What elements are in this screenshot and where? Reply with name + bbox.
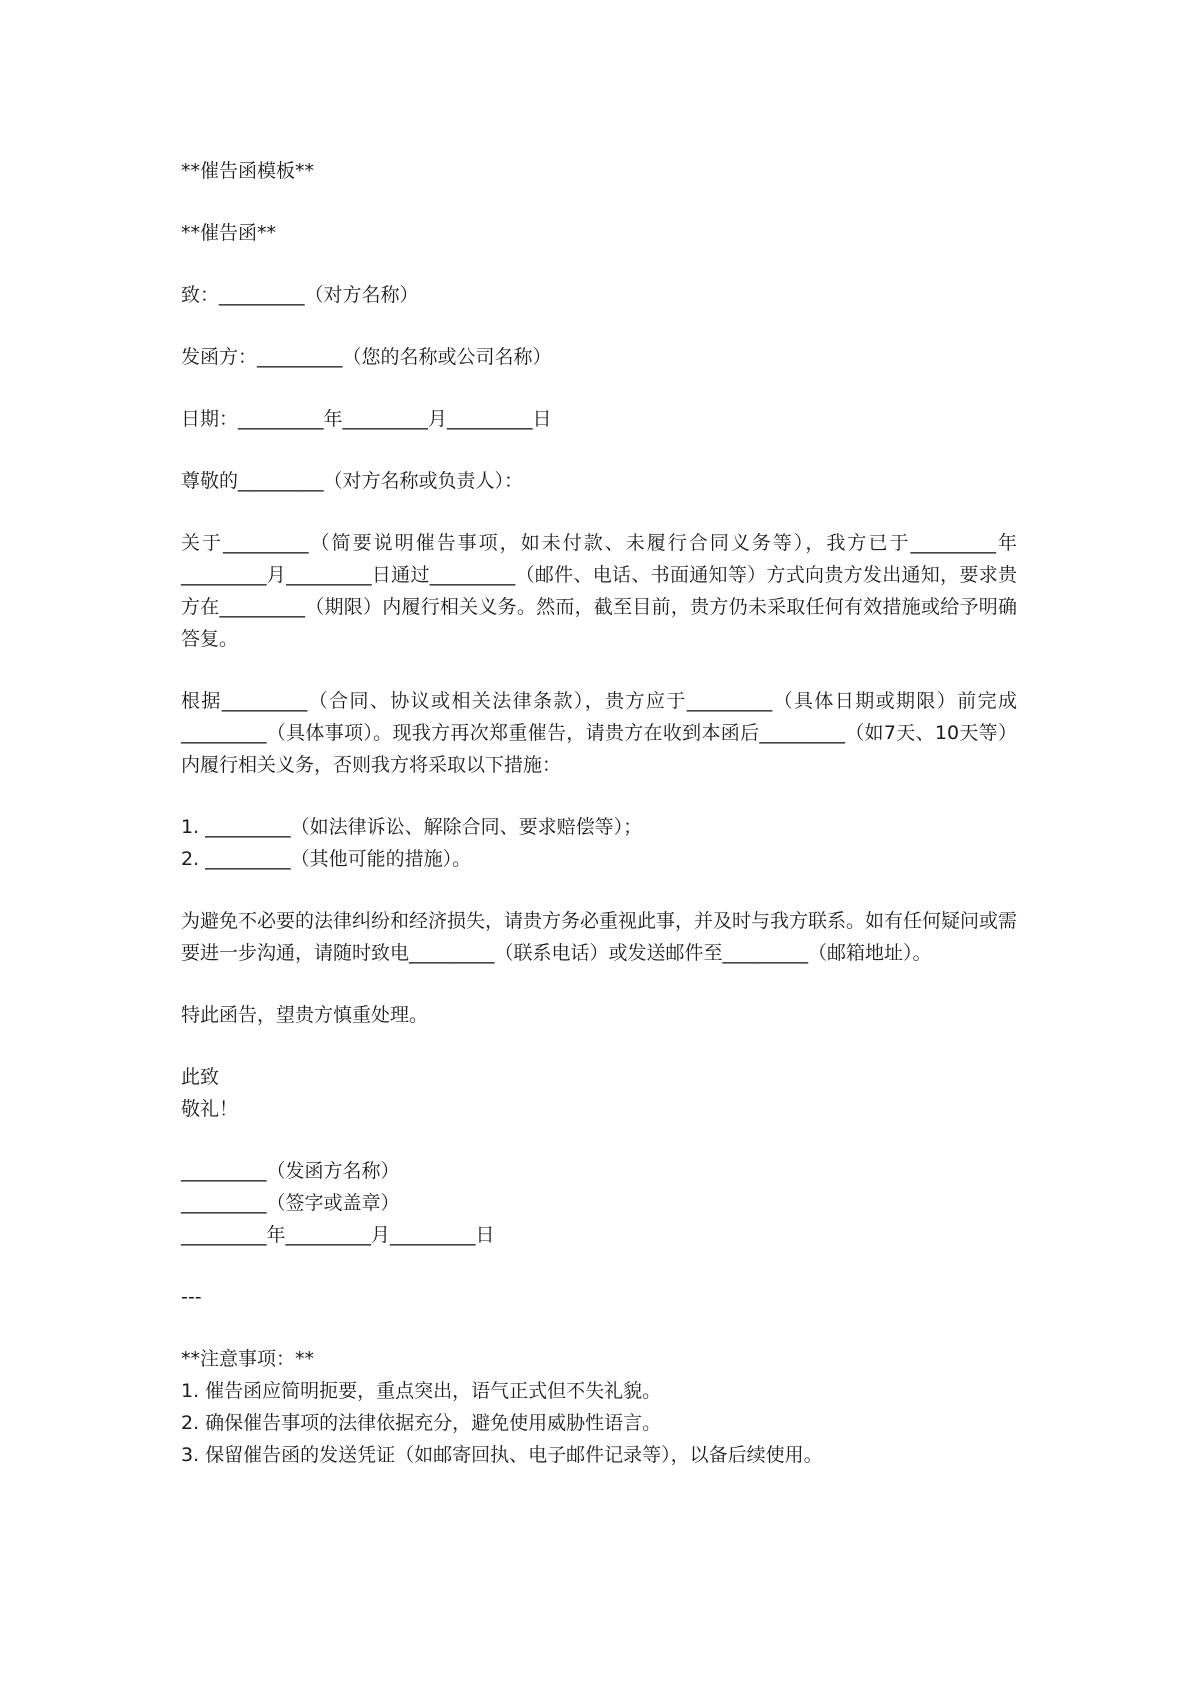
measure-item: 1. _________（如法律诉讼、解除合同、要求赔偿等）； — [181, 816, 643, 838]
measure-item: 2. _________（其他可能的措施）。 — [181, 848, 472, 870]
recipient-line: 致：_________（对方名称） — [181, 284, 419, 306]
notes-title: **注意事项：** — [181, 1348, 315, 1370]
salutation: 尊敬的_________（对方名称或负责人）： — [181, 470, 524, 492]
paragraph-background: 关于_________（简要说明催告事项，如未付款、未履行合同义务等），我方已于_________年_________月_________日通过_________（邮件、电话、书面通知等）方式向贵方发出通知，要求贵方在_________（期限）内履行相关义务。然而，截至目前，贵方仍未采取任何有效措施或给予明确答复。 — [181, 532, 1017, 650]
paragraph-conclusion: 特此函告，望贵方慎重处理。 — [181, 1004, 429, 1026]
signature-name: _________（发函方名称） — [181, 1160, 400, 1182]
closing-line: 敬礼！ — [181, 1098, 239, 1120]
sender-line: 发函方：_________（您的名称或公司名称） — [181, 346, 552, 368]
paragraph-contact: 为避免不必要的法律纠纷和经济损失，请贵方务必重视此事，并及时与我方联系。如有任何疑问或需要进一步沟通，请随时致电_________（联系电话）或发送邮件至_________（邮箱地址）。 — [181, 910, 1018, 964]
date-line: 日期：_________年_________月_________日 — [181, 408, 552, 430]
note-item: 2. 确保催告事项的法律依据充分，避免使用威胁性语言。 — [181, 1412, 662, 1434]
note-item: 3. 保留催告函的发送凭证（如邮寄回执、电子邮件记录等），以备后续使用。 — [181, 1444, 823, 1466]
letter-title: **催告函** — [181, 222, 277, 244]
note-item: 1. 催告函应简明扼要，重点突出，语气正式但不失礼貌。 — [181, 1380, 662, 1402]
separator: --- — [181, 1286, 202, 1308]
document-body — [181, 155, 1017, 1471]
signature-date: _________年_________月_________日 — [181, 1224, 495, 1246]
template-title: **催告函模板** — [181, 160, 315, 182]
closing-line: 此致 — [181, 1066, 220, 1088]
signature-seal: _________（签字或盖章） — [181, 1192, 400, 1214]
paragraph-demand: 根据_________（合同、协议或相关法律条款），贵方应于_________（具体日期或期限）前完成_________（具体事项）。现我方再次郑重催告，请贵方在收到本函后_________（如7天、10天等）内履行相关义务，否则我方将采取以下措施： — [181, 690, 1017, 776]
